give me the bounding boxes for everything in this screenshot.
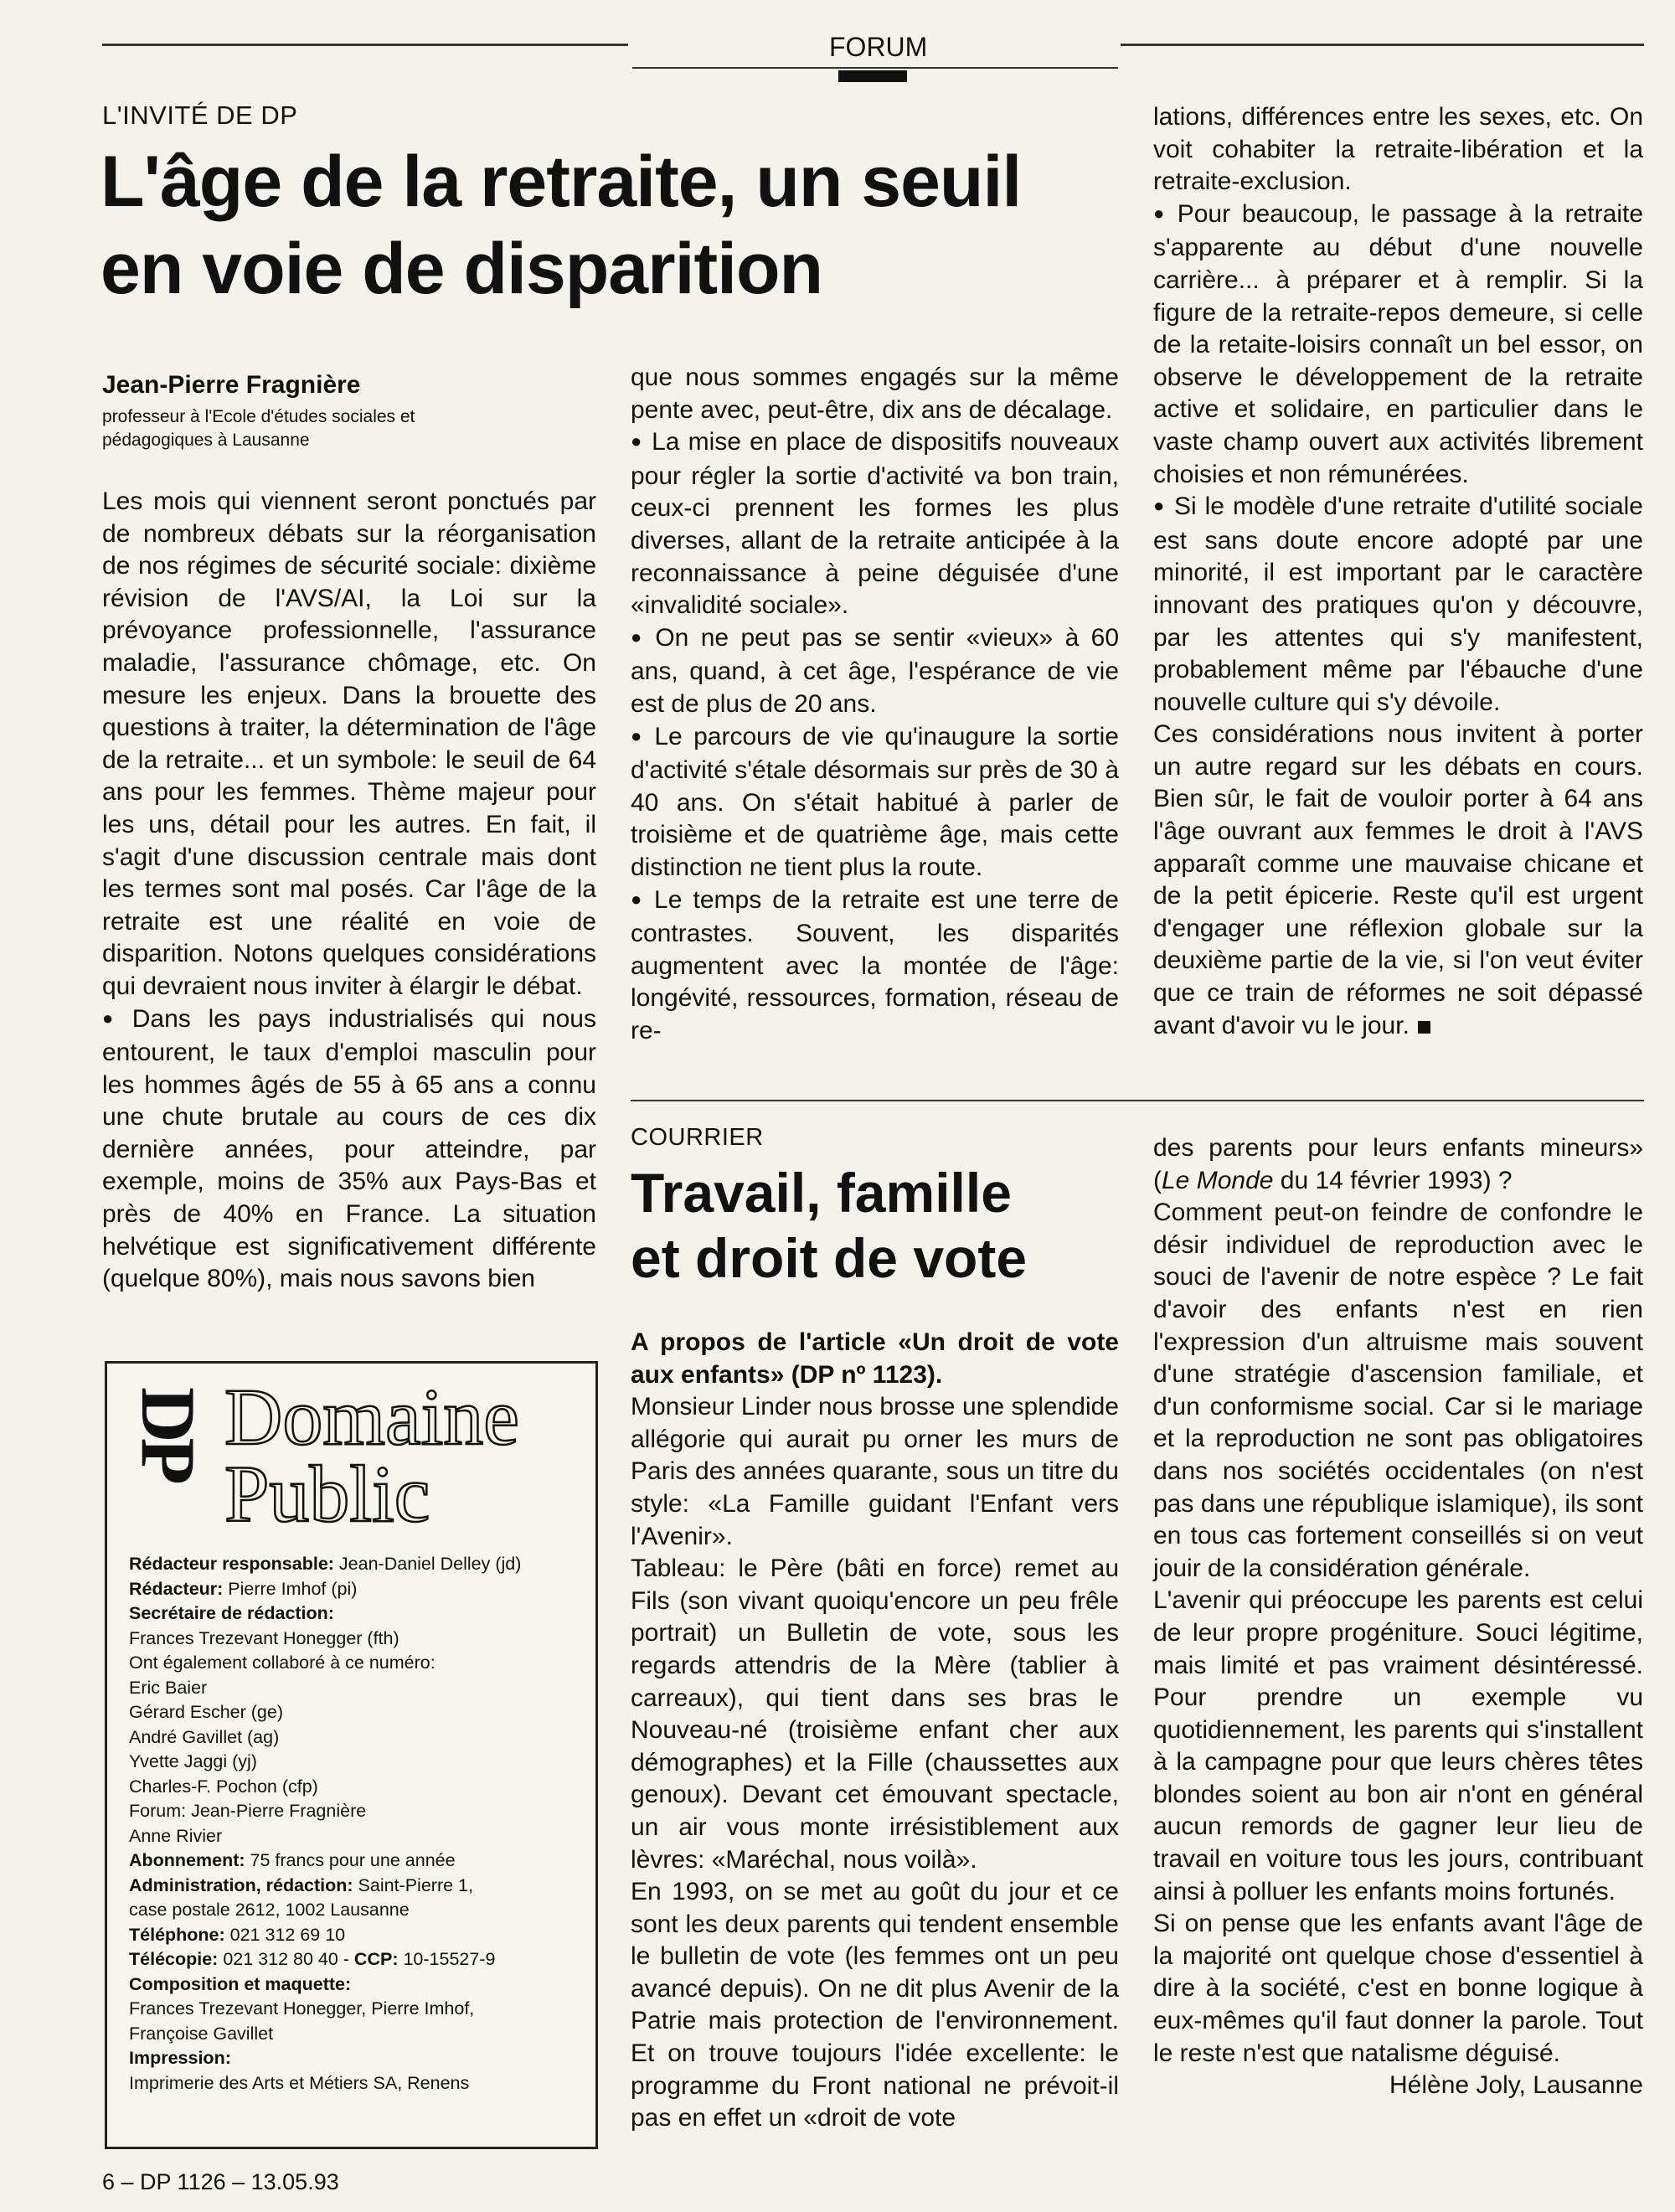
credit-line: Télécopie: 021 312 80 40 - CCP: 10-15527-9	[129, 1949, 496, 1969]
article1-column-3	[1153, 101, 1643, 1042]
article1-title	[100, 138, 1139, 312]
article1-author: Jean-Pierre Fragnière	[102, 371, 361, 399]
credit-line: Téléphone: 021 312 69 10	[129, 1924, 346, 1945]
article1-title-line2: en voie de disparition	[100, 229, 823, 309]
credit-line: Administration, rédaction: Saint-Pierre 1,	[129, 1874, 473, 1895]
article1-column-1	[102, 486, 596, 1296]
credit-line: Abonnement: 75 francs pour une année	[129, 1850, 456, 1870]
credit-line: Ont également collaboré à ce numéro:	[129, 1653, 436, 1673]
article2-lead: A propos de l'article «Un droit de vote aux enfants» (DP nº 1123).	[631, 1328, 1119, 1389]
article1-paragraph: ● On ne peut pas se sentir «vieux» à 60 ans, quand, à cet âge, l'espérance de vie est de plus de 20 ans.	[631, 622, 1119, 721]
credit-line: Anne Rivier	[129, 1825, 223, 1846]
masthead-credits	[129, 1552, 581, 2096]
article1-column-2	[631, 362, 1119, 1047]
credit-line: Secrétaire de rédaction:	[129, 1603, 334, 1623]
masthead-box	[105, 1361, 598, 2149]
article2-column-2	[1153, 1132, 1643, 2102]
page-footer: 6 – DP 1126 – 13.05.93	[102, 2169, 339, 2194]
credit-line: Rédacteur: Pierre Imhof (pi)	[129, 1578, 358, 1599]
header-rule-right	[1121, 44, 1644, 46]
article2-paragraph: Comment peut-on feindre de confondre le désir individuel de reproduction avec le souci de l'avenir de notre espèce ? Le fait d'avoir des enfants n'est en rien l'expression d'un altruisme mais souvent d'une stratégie d'ascension familiale, et d'un conformisme social. Car si le mariage et la reproduction ne sont pas obligatoires dans nos sociétés occidentales (on n'est pas dans une république islamique), ils sont en tous cas fortement conseillés si on veut jouir de la considération générale.	[1153, 1199, 1643, 1582]
affiliation-line1: professeur à l'Ecole d'études sociales et	[102, 407, 415, 426]
article2-signature: Hélène Joly, Lausanne	[1389, 2071, 1643, 2100]
article1-title-line1: L'âge de la retraite, un seuil	[100, 142, 1022, 222]
credit-line: Yvette Jaggi (yj)	[129, 1751, 257, 1771]
article1-paragraph	[1153, 719, 1643, 1042]
end-mark-icon	[1418, 1021, 1430, 1034]
article2-paragraph: des parents pour leurs enfants mineurs» (Le Monde du 14 février 1993) ?	[1153, 1134, 1643, 1194]
section-marker	[838, 70, 907, 82]
credit-line: Frances Trezevant Honegger, Pierre Imhof,	[129, 1998, 475, 2019]
credit-line: Imprimerie des Arts et Métiers SA, Renens	[129, 2072, 470, 2093]
article2-paragraph: Si on pense que les enfants avant l'âge de la majorité ont quelque chose d'essentiel à dire à la société, c'est en bonne logique à eux-mêmes qu'il faut donner la parole. Tout le reste n'est que natalisme déguisé.	[1153, 1910, 1643, 2067]
article2-column-1	[631, 1327, 1119, 2135]
article1-paragraph: ● Pour beaucoup, le passage à la retraite s'apparente au début d'une nouvelle carrière... à préparer et à remplir. Si la figure de la retraite-repos demeure, si celle de la retaite-loisirs connaît un bel essor, on observe le développement de la retraite active et solidaire, en particulier dans le vaste champ ouvert aux activités librement choisies et non rémunérées.	[1153, 199, 1643, 491]
article1-paragraph: ● Le parcours de vie qu'inaugure la sortie d'activité s'étale désormais sur près de 30 à 40 ans. On s'était habitué à parler de troisième et de quatrième âge, mais cette distinction ne tient plus la route.	[631, 721, 1119, 884]
credit-line: Rédacteur responsable: Jean-Daniel Delley (jd)	[129, 1554, 522, 1574]
newspaper-title: Le Monde	[1162, 1166, 1274, 1194]
credit-line: Frances Trezevant Honegger (fth)	[129, 1627, 399, 1648]
logo-letters: DP	[126, 1387, 211, 1480]
credit-line: Françoise Gavillet	[129, 2023, 274, 2044]
article2-paragraph: En 1993, on se met au goût du jour et ce sont les deux parents qui tendent ensemble le bulletin de vote (les femmes ont un peu avancé depuis). On ne dit plus Avenir de la Patrie mais protection de l'environnement. Et on trouve toujours l'idée excellente: le programme du Front national ne prévoit-il pas en effet un «droit de vote	[631, 1878, 1119, 2132]
article1-paragraph: lations, différences entre les sexes, etc. On voit cohabiter la retraite-libération et la retraite-exclusion.	[1153, 103, 1643, 196]
section-underline	[632, 67, 1118, 69]
credit-line: André Gavillet (ag)	[129, 1726, 280, 1747]
article1-kicker: L'INVITÉ DE DP	[102, 101, 298, 130]
header-rule-left	[102, 44, 628, 46]
article2-title-line2: et droit de vote	[631, 1227, 1028, 1289]
article2-paragraph: Tableau: le Père (bâti en force) remet au Fils (son vivant quoiqu'encore un peu frêle portrait) un Bulletin de vote, sous les regards attendris de la Mère (tablier à carreaux), qui tient dans ses bras le Nouveau-né (troisième enfant cher aux démographes) et la Fille (chaussettes aux genoux). Devant cet émouvant spectacle, un air vous monte irrésistiblement aux lèvres: «Maréchal, nous voilà».	[631, 1555, 1119, 1874]
article1-paragraph: Les mois qui viennent seront ponctués par de nombreux débats sur la réorganisation de nos régimes de sécurité sociale: dixième révision de l'AVS/AI, la Loi sur la prévoyance professionnelle, l'assurance maladie, l'assurance chômage, etc. On mesure les enjeux. Dans la brouette des questions à traiter, la détermination de l'âge de la retraite... et un symbole: le seuil de 64 ans pour les femmes. Thème majeur pour les uns, détail pour les autres. En fait, il s'agit d'une discussion centrale mais dont les termes sont mal posés. Car l'âge de la retraite est une réalité en voie de disparition. Notons quelques considérations qui devraient nous inviter à élargir le débat.	[102, 487, 596, 1000]
credit-line: Charles-F. Pochon (cfp)	[129, 1776, 318, 1797]
credit-line: case postale 2612, 1002 Lausanne	[129, 1900, 410, 1920]
credit-line: Forum: Jean-Pierre Fragnière	[129, 1801, 367, 1821]
credit-line: Eric Baier	[129, 1677, 208, 1698]
article1-paragraph: ● La mise en place de dispositifs nouveaux pour régler la sortie d'activité va bon train, ceux-ci prennent les formes les plus diverses, allant de la retraite anticipée à la reconnaissance à peine déguisée d'une «invalidité sociale».	[631, 426, 1119, 622]
article2-paragraph: L'avenir qui préoccupe les parents est celui de leur propre progéniture. Souci légitime, mais limité et pas vraiment désintéressé. Pour prendre un exemple vu quotidiennement, les parents qui s'installent à la campagne pour que leurs chères têtes blondes soient au bon air n'ont en général aucun remords de gagner leur lieu de travail en voiture tous les jours, contribuant ainsi à polluer les enfants moins fortunés.	[1153, 1586, 1643, 1905]
article2-paragraph: Monsieur Linder nous brosse une splendide allégorie qui aurait pu orner les murs de Paris des années quarante, sous un titre du style: «La Famille guidant l'Enfant vers l'Avenir».	[631, 1393, 1119, 1550]
masthead-logo	[122, 1372, 591, 1539]
article2-title	[631, 1160, 1133, 1291]
article1-paragraph: ● Dans les pays industrialisés qui nous entourent, le taux d'emploi masculin pour les hommes âgés de 55 à 65 ans a connu une chute brutale au cours de ces dix dernière années, pour atteindre, par exemple, moins de 35% aux Pays-Bas et près de 40% en France. La situation helvétique est significativement différente (quelque 80%), mais nous savons bien	[102, 1003, 596, 1296]
section-label: FORUM	[829, 32, 928, 62]
article1-paragraph: ● Le temps de la retraite est une terre de contrastes. Souvent, les disparités augmentent avec la montée de l'âge: longévité, ressources, formation, réseau de re-	[631, 884, 1119, 1048]
article1-paragraph: ● Si le modèle d'une retraite d'utilité sociale est sans doute encore adopté par une minorité, il est important par le caractère innovant des pratiques qu'on y découvre, par les attentes qui s'y manifestent, probablement même par l'ébauche d'une nouvelle culture qui s'y dévoile.	[1153, 491, 1643, 719]
article1-paragraph: que nous sommes engagés sur la même pente avec, peut-être, dix ans de décalage.	[631, 364, 1119, 424]
logo-word-2: Public	[224, 1449, 430, 1539]
credit-line: Gérard Escher (ge)	[129, 1702, 284, 1722]
article2-kicker: COURRIER	[631, 1124, 764, 1151]
logo-word-1: Domaine	[224, 1372, 519, 1462]
article2-title-line1: Travail, famille	[631, 1162, 1012, 1224]
affiliation-line2: pédagogiques à Lausanne	[102, 431, 310, 450]
courrier-rule	[631, 1100, 1644, 1101]
credit-line: Impression:	[129, 2048, 231, 2068]
article1-affiliation	[102, 405, 415, 452]
article1-closing-text: Ces considérations nous invitent à porter un autre regard sur les débats en cours. Bien sûr, le fait de vouloir porter à 64 ans l'âge ouvrant aux femmes le droit à l'AVS apparaît comme une mauvaise chicane et de la petit épicerie. Reste qu'il est urgent d'engager une réflexion globale sur la deuxième partie de la vie, si l'on veut éviter que ce train de réformes ne soit dépassé avant d'avoir vu le jour.	[1153, 720, 1643, 1039]
credit-line: Composition et maquette:	[129, 1973, 352, 1994]
